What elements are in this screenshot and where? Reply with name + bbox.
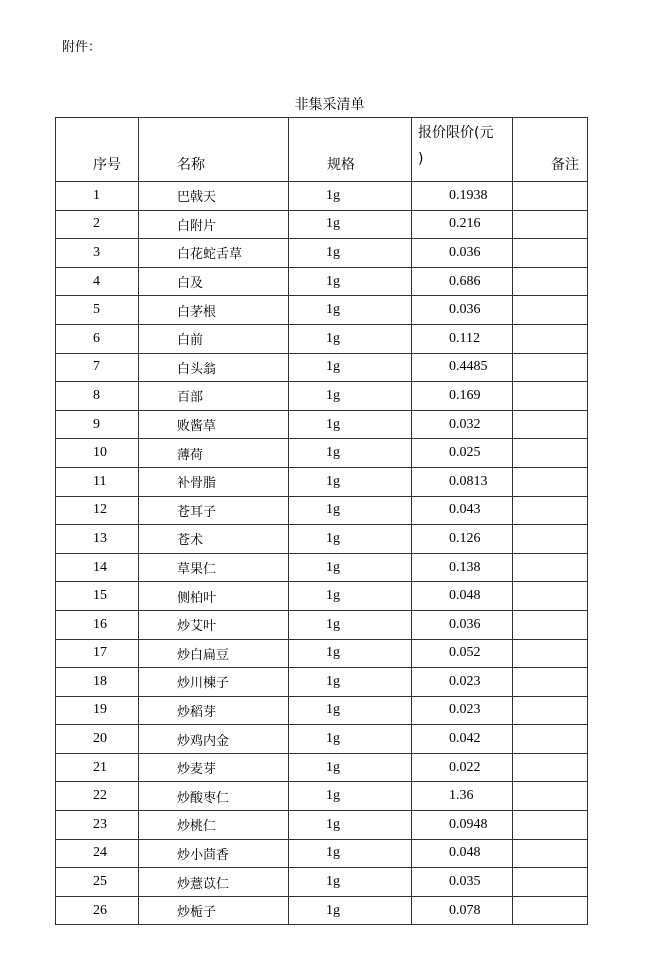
table-row [56,382,588,411]
table-row [56,296,588,325]
row-spec: 1g [289,496,412,525]
row-price: 0.216 [412,210,513,239]
row-name: 巴戟天 [139,182,289,211]
procurement-table [55,117,588,925]
row-spec: 1g [289,296,412,325]
row-remark [513,210,588,239]
row-no: 10 [56,439,139,468]
table-row [56,610,588,639]
row-remark [513,467,588,496]
row-remark [513,582,588,611]
row-name: 炒桃仁 [139,811,289,840]
row-name: 炒鸡内金 [139,725,289,754]
row-price: 0.169 [412,382,513,411]
row-price: 0.0948 [412,811,513,840]
row-remark [513,610,588,639]
row-no: 18 [56,668,139,697]
table-row [56,839,588,868]
table-row [56,582,588,611]
table-row [56,267,588,296]
row-price: 0.1938 [412,182,513,211]
row-name: 白茅根 [139,296,289,325]
row-price: 0.023 [412,696,513,725]
row-no: 14 [56,553,139,582]
row-name: 炒川楝子 [139,668,289,697]
table-row [56,782,588,811]
row-price: 0.126 [412,525,513,554]
row-no: 17 [56,639,139,668]
row-name: 白前 [139,324,289,353]
row-remark [513,839,588,868]
row-no: 3 [56,239,139,268]
row-price: 0.112 [412,324,513,353]
row-spec: 1g [289,839,412,868]
row-spec: 1g [289,553,412,582]
row-price: 0.032 [412,410,513,439]
row-price: 0.4485 [412,353,513,382]
row-price: 0.042 [412,725,513,754]
row-remark [513,239,588,268]
row-name: 苍耳子 [139,496,289,525]
row-spec: 1g [289,753,412,782]
table-row [56,553,588,582]
row-remark [513,296,588,325]
row-no: 12 [56,496,139,525]
row-spec: 1g [289,182,412,211]
table-row [56,753,588,782]
row-price: 0.138 [412,553,513,582]
row-no: 6 [56,324,139,353]
table-row [56,811,588,840]
row-name: 补骨脂 [139,467,289,496]
row-price: 0.048 [412,582,513,611]
row-no: 8 [56,382,139,411]
table-row [56,439,588,468]
row-spec: 1g [289,782,412,811]
row-no: 13 [56,525,139,554]
row-spec: 1g [289,582,412,611]
row-price: 0.048 [412,839,513,868]
row-remark [513,267,588,296]
row-no: 23 [56,811,139,840]
header-price [412,118,513,182]
row-name: 炒艾叶 [139,610,289,639]
row-price: 0.022 [412,753,513,782]
row-remark [513,811,588,840]
row-price: 0.686 [412,267,513,296]
row-spec: 1g [289,467,412,496]
row-remark [513,753,588,782]
row-name: 草果仁 [139,553,289,582]
row-price: 0.036 [412,610,513,639]
row-remark [513,496,588,525]
row-no: 19 [56,696,139,725]
table-row [56,239,588,268]
row-remark [513,668,588,697]
header-price-line1: 报价限价(元 [418,125,494,141]
row-price: 0.052 [412,639,513,668]
row-spec: 1g [289,353,412,382]
row-remark [513,439,588,468]
row-name: 炒栀子 [139,896,289,925]
row-name: 炒酸枣仁 [139,782,289,811]
row-name: 炒小茴香 [139,839,289,868]
header-name: 名称 [139,118,289,182]
table-row [56,324,588,353]
row-name: 炒薏苡仁 [139,868,289,897]
table-row [56,896,588,925]
table-row [56,353,588,382]
attachment-label: 附件： [62,40,102,55]
row-no: 9 [56,410,139,439]
row-no: 15 [56,582,139,611]
row-price: 0.035 [412,868,513,897]
table-row [56,668,588,697]
table-body [56,118,588,925]
header-remark: 备注 [513,118,588,182]
row-remark [513,696,588,725]
row-remark [513,182,588,211]
row-remark [513,553,588,582]
table-row [56,467,588,496]
row-name: 炒稻芽 [139,696,289,725]
row-price: 0.023 [412,668,513,697]
row-spec: 1g [289,210,412,239]
row-spec: 1g [289,610,412,639]
row-name: 白及 [139,267,289,296]
row-remark [513,324,588,353]
row-price: 0.0813 [412,467,513,496]
row-spec: 1g [289,696,412,725]
table-row [56,210,588,239]
row-remark [513,896,588,925]
row-spec: 1g [289,239,412,268]
table-row [56,182,588,211]
row-spec: 1g [289,439,412,468]
row-no: 1 [56,182,139,211]
row-remark [513,782,588,811]
row-spec: 1g [289,382,412,411]
row-price: 0.036 [412,239,513,268]
row-name: 败酱草 [139,410,289,439]
row-spec: 1g [289,725,412,754]
row-remark [513,525,588,554]
row-remark [513,353,588,382]
row-no: 7 [56,353,139,382]
row-no: 5 [56,296,139,325]
row-no: 26 [56,896,139,925]
row-remark [513,725,588,754]
table-header-row [56,118,588,182]
row-no: 11 [56,467,139,496]
row-name: 侧柏叶 [139,582,289,611]
row-no: 24 [56,839,139,868]
row-name: 炒麦芽 [139,753,289,782]
row-no: 22 [56,782,139,811]
row-remark [513,410,588,439]
table-row [56,868,588,897]
row-spec: 1g [289,639,412,668]
table-row [56,496,588,525]
row-price: 0.043 [412,496,513,525]
row-name: 白头翁 [139,353,289,382]
row-spec: 1g [289,896,412,925]
row-no: 2 [56,210,139,239]
header-no: 序号 [56,118,139,182]
row-no: 16 [56,610,139,639]
header-price-line2: ) [418,151,424,167]
table-row [56,696,588,725]
row-spec: 1g [289,410,412,439]
row-spec: 1g [289,267,412,296]
row-spec: 1g [289,668,412,697]
row-name: 百部 [139,382,289,411]
row-no: 25 [56,868,139,897]
row-remark [513,868,588,897]
row-name: 白花蛇舌草 [139,239,289,268]
row-no: 21 [56,753,139,782]
row-name: 苍术 [139,525,289,554]
table-row [56,410,588,439]
row-name: 炒白扁豆 [139,639,289,668]
row-no: 20 [56,725,139,754]
row-name: 薄荷 [139,439,289,468]
table-row [56,725,588,754]
header-spec: 规格 [289,118,412,182]
table-row [56,639,588,668]
row-price: 0.078 [412,896,513,925]
document-title: 非集采清单 [294,97,365,113]
row-spec: 1g [289,525,412,554]
row-remark [513,382,588,411]
row-spec: 1g [289,324,412,353]
row-no: 4 [56,267,139,296]
row-price: 0.025 [412,439,513,468]
row-price: 0.036 [412,296,513,325]
row-spec: 1g [289,868,412,897]
row-remark [513,639,588,668]
row-spec: 1g [289,811,412,840]
table-row [56,525,588,554]
row-name: 白附片 [139,210,289,239]
row-price: 1.36 [412,782,513,811]
